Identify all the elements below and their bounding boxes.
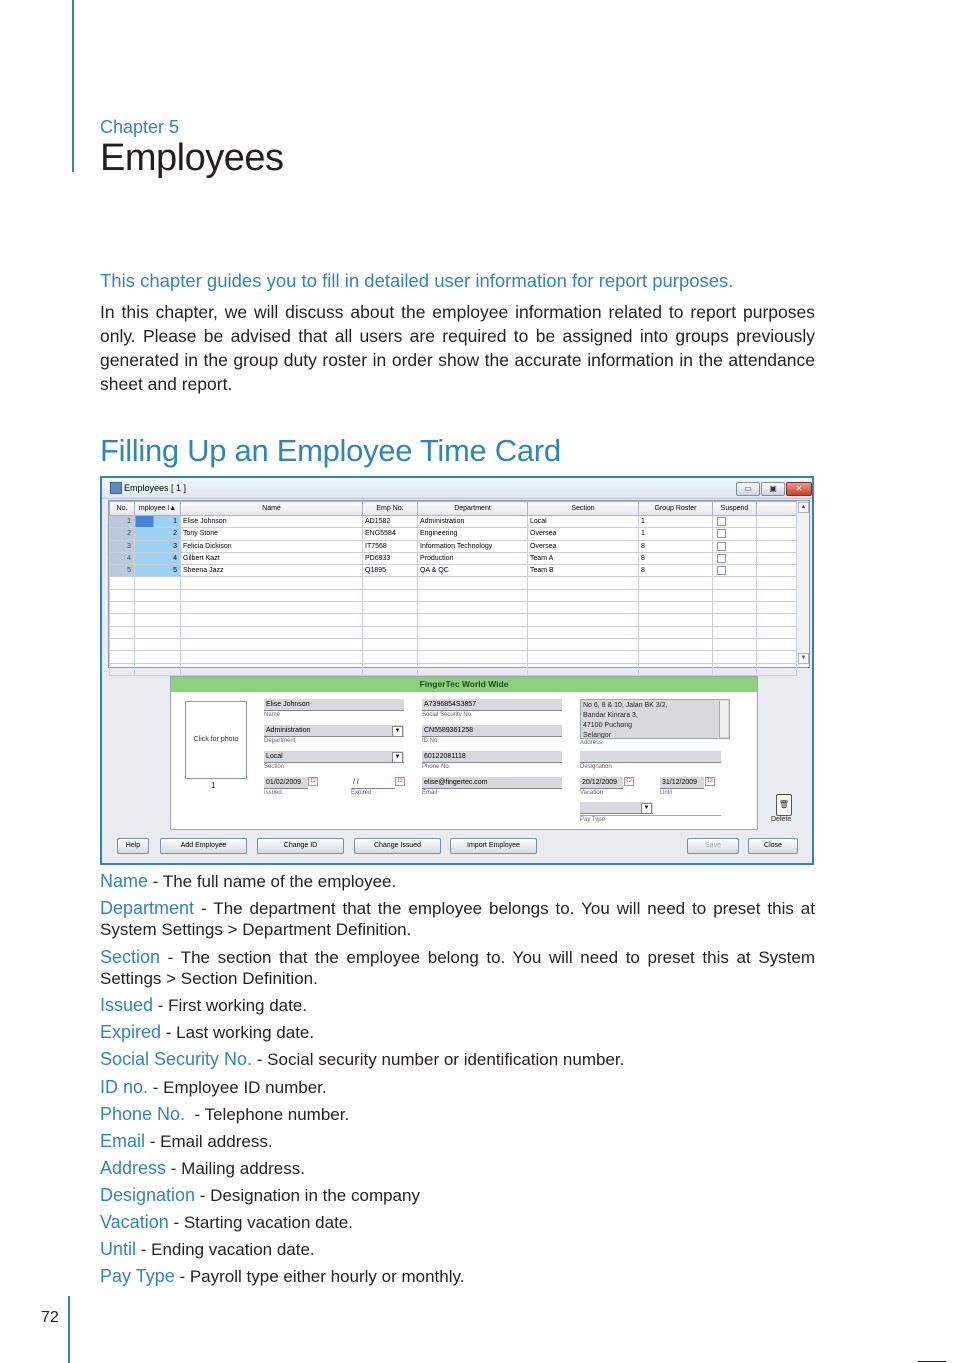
row-number: 5 — [110, 565, 135, 577]
suspend-checkbox[interactable] — [713, 516, 757, 528]
department-select[interactable] — [264, 725, 404, 737]
address-label: Address — [580, 740, 603, 746]
page-number: 72 — [41, 1309, 59, 1326]
definition-term: Issued — [100, 995, 154, 1015]
definition-text: - Mailing address. — [166, 1159, 305, 1178]
delete-label[interactable]: Delete — [771, 816, 792, 823]
footer-rule — [918, 1361, 946, 1362]
definition-text: - Employee ID number. — [148, 1078, 327, 1097]
help-button[interactable]: Help — [117, 838, 149, 854]
group-roster: 8 — [639, 565, 713, 577]
department-label: Department — [264, 738, 296, 744]
col-header[interactable]: Department — [418, 502, 528, 516]
issued-label: Issued — [264, 790, 282, 796]
margin-rule-bottom — [68, 1296, 70, 1363]
change-id-button[interactable]: Change ID — [257, 838, 344, 854]
empty-row — [110, 651, 797, 663]
employee-grid[interactable] — [108, 500, 810, 668]
pay-type-label: Pay Type — [580, 817, 605, 823]
definition-text: - Ending vacation date. — [136, 1240, 315, 1259]
name-label: Name — [264, 712, 281, 718]
emp-no: Q1895 — [363, 565, 418, 577]
blank-cell — [757, 516, 797, 528]
empty-row — [110, 589, 797, 601]
employee-card — [170, 676, 758, 830]
definition-term: Name — [100, 871, 149, 891]
blank-cell — [757, 528, 797, 540]
row-number: 2 — [110, 528, 135, 540]
window-titlebar — [102, 478, 812, 499]
blank-cell — [757, 565, 797, 577]
employee-id: 2 — [135, 528, 181, 540]
employee-name: Elise Johnson — [181, 516, 363, 528]
pay-type-select[interactable] — [580, 802, 653, 814]
id-no-label: ID No — [422, 738, 438, 744]
employee-name: Tony Stone — [181, 528, 363, 540]
address-line: Bandar Kinrara 3, — [583, 712, 638, 719]
calendar-icon[interactable]: 12 — [624, 777, 634, 786]
col-header[interactable]: mployee I▲ — [135, 502, 181, 516]
intro-paragraph: In this chapter, we will discuss about the employee information related to report purposes only. Please be advised that all users are required to be assigned into groups previously generated in the group duty roster in order show the accurate information in the attendance sheet and report. — [100, 302, 815, 394]
blank-cell — [757, 540, 797, 552]
section-title: Filling Up an Employee Time Card — [100, 433, 561, 468]
chapter-title: Employees — [100, 137, 284, 179]
definition-term: Expired — [100, 1022, 162, 1042]
definition-item — [100, 947, 815, 989]
employee-name: Sheena Jazz — [181, 565, 363, 577]
empty-row — [110, 614, 797, 626]
definition-text: - Payroll type either hourly or monthly. — [174, 1267, 465, 1286]
definition-term: Social Security No. — [100, 1049, 253, 1069]
group-roster: 1 — [639, 516, 713, 528]
vacation-label: Vacation — [580, 790, 603, 796]
suspend-checkbox[interactable] — [713, 565, 757, 577]
email-label: Email — [422, 790, 438, 796]
empty-row — [110, 626, 797, 638]
employee-id: 3 — [135, 540, 181, 552]
table-row[interactable] — [110, 528, 797, 540]
row-number: 1 — [110, 516, 135, 528]
intro-lead: This chapter guides you to fill in detailed user information for report purposes. — [100, 270, 734, 291]
name-field[interactable]: Elise Johnson — [264, 699, 404, 711]
definition-term: Pay Type — [100, 1266, 175, 1286]
table-row[interactable] — [110, 540, 797, 552]
row-number: 3 — [110, 540, 135, 552]
expired-field[interactable]: / / — [351, 777, 395, 789]
group-roster: 8 — [639, 552, 713, 564]
id-no-field[interactable]: CN5589361258 — [422, 725, 562, 737]
definition-term: Until — [100, 1239, 137, 1259]
empty-row — [110, 638, 797, 650]
vacation-field[interactable]: 20/12/2009 — [580, 777, 623, 789]
definition-text: - The full name of the employee. — [148, 872, 397, 891]
margin-rule-top — [72, 0, 74, 172]
empty-row — [110, 602, 797, 614]
chevron-down-icon[interactable]: ▼ — [641, 803, 652, 814]
photo-box[interactable]: Click for photo — [185, 701, 247, 779]
section: Oversea — [528, 528, 639, 540]
email-field[interactable]: elise@fingertec.com — [422, 777, 562, 789]
scroll-up-icon[interactable]: ▲ — [798, 502, 809, 513]
definition-text: - Last working date. — [161, 1023, 315, 1042]
empty-row — [110, 663, 797, 675]
definition-text: - The department that the employee belongs to. You will need to preset this at System Settings > Department Definition. — [100, 899, 815, 939]
maximize-button[interactable]: ▣ — [761, 482, 785, 496]
address-scrollbar[interactable] — [719, 701, 728, 737]
row-number: 4 — [110, 552, 135, 564]
department: Production — [418, 552, 528, 564]
department: QA & QC — [418, 565, 528, 577]
group-roster: 1 — [639, 528, 713, 540]
close-button[interactable]: Close — [748, 838, 798, 854]
definition-item — [100, 1158, 815, 1179]
col-header-blank — [757, 502, 797, 516]
col-header[interactable]: Emp No. — [363, 502, 418, 516]
card-header: FingerTec World Wide — [171, 677, 757, 692]
suspend-checkbox[interactable] — [713, 528, 757, 540]
definition-term: Section — [100, 947, 161, 967]
window-title: Employees [ 1 ] — [124, 483, 187, 493]
department: Administration — [418, 516, 528, 528]
section: Team A — [528, 552, 639, 564]
address-line: 47100 Puchong — [583, 722, 633, 729]
definition-text: - Designation in the company — [195, 1186, 420, 1205]
designation-label: Designation — [580, 764, 612, 770]
scroll-down-icon[interactable]: ▼ — [798, 653, 809, 664]
definition-item — [100, 898, 815, 940]
definition-text: - Telephone number. — [185, 1105, 350, 1124]
empty-row — [110, 577, 797, 589]
employee-id: 5 — [135, 565, 181, 577]
definition-term: Vacation — [100, 1212, 169, 1232]
col-header[interactable]: Suspend — [713, 502, 757, 516]
definition-item — [100, 1131, 815, 1152]
close-window-button[interactable]: ✕ — [786, 482, 812, 496]
definition-term: Phone No. — [100, 1104, 186, 1124]
department: Engineering — [418, 528, 528, 540]
col-header[interactable]: No. — [110, 502, 135, 516]
phone-label: Phone No. — [422, 764, 451, 770]
calendar-icon[interactable]: 12 — [395, 777, 405, 786]
calendar-icon[interactable]: 12 — [705, 777, 715, 786]
definition-item — [100, 1049, 815, 1070]
definition-term: Email — [100, 1131, 146, 1151]
employee-id: 4 — [135, 552, 181, 564]
col-header[interactable]: Name — [181, 502, 363, 516]
definition-text: - Email address. — [145, 1132, 273, 1151]
section: Oversea — [528, 540, 639, 552]
definition-item — [100, 1022, 815, 1043]
group-roster: 8 — [639, 540, 713, 552]
emp-no: PD6933 — [363, 552, 418, 564]
section: Local — [528, 516, 639, 528]
expired-label: Expired — [351, 790, 372, 796]
col-header[interactable]: Section — [528, 502, 639, 516]
definition-item — [100, 1239, 815, 1260]
section-label: Section — [264, 764, 285, 770]
grid-header-row — [110, 502, 797, 516]
definition-term: Address — [100, 1158, 167, 1178]
ssn-label: Social Security No. — [422, 712, 473, 718]
chapter-label: Chapter 5 — [100, 117, 180, 137]
definition-term: Department — [100, 898, 195, 918]
employee-id: 1 — [135, 516, 181, 528]
employee-name: Felicia Dickison — [181, 540, 363, 552]
pay-type-underline — [580, 815, 721, 816]
app-icon — [110, 482, 122, 494]
department-value: Administration — [266, 727, 311, 734]
department: Information Technology — [418, 540, 528, 552]
definition-term: Designation — [100, 1185, 196, 1205]
definition-item — [100, 995, 815, 1016]
definition-text: - First working date. — [153, 996, 308, 1015]
issued-field[interactable]: 01/02/2009 — [264, 777, 308, 789]
address-line: No 6, 8 & 10, Jalan BK 3/2, — [583, 702, 668, 709]
suspend-checkbox[interactable] — [713, 540, 757, 552]
definition-text: - The section that the employee belong to. You will need to preset this at System Settings > Section Definition. — [100, 948, 815, 988]
minimize-button[interactable]: ▭ — [736, 482, 760, 496]
section-select[interactable] — [264, 751, 404, 763]
change-issued-button[interactable]: Change Issued — [354, 838, 441, 854]
section: Team B — [528, 565, 639, 577]
blank-cell — [757, 552, 797, 564]
until-label: Until — [660, 790, 673, 796]
photo-number: 1 — [211, 781, 216, 790]
employee-name: Gilbert Kazt — [181, 552, 363, 564]
chevron-down-icon[interactable]: ▼ — [392, 726, 403, 737]
definition-term: ID no. — [100, 1077, 149, 1097]
chevron-down-icon[interactable]: ▼ — [392, 752, 403, 763]
definition-text: - Starting vacation date. — [168, 1213, 353, 1232]
grid-scrollbar[interactable] — [796, 501, 809, 665]
definition-item — [100, 871, 815, 892]
suspend-checkbox[interactable] — [713, 552, 757, 564]
address-field[interactable] — [580, 699, 730, 739]
add-employee-button[interactable]: Add Employee — [160, 838, 247, 854]
definition-item — [100, 1266, 815, 1287]
definition-item — [100, 1104, 815, 1125]
definition-item — [100, 1077, 815, 1098]
table-row[interactable] — [110, 565, 797, 577]
section-value: Local — [266, 753, 283, 760]
ssn-field[interactable]: A7396854S3857 — [422, 699, 562, 711]
emp-no: ENG5584 — [363, 528, 418, 540]
until-field[interactable]: 31/12/2009 — [660, 777, 704, 789]
save-button[interactable]: Save — [687, 838, 739, 854]
col-header[interactable]: Group Roster — [639, 502, 713, 516]
table-row[interactable] — [110, 516, 797, 528]
emp-no: IT7568 — [363, 540, 418, 552]
definition-item — [100, 1185, 815, 1206]
definition-item — [100, 1212, 815, 1233]
table-row[interactable] — [110, 552, 797, 564]
designation-field[interactable] — [580, 751, 721, 763]
import-employee-button[interactable]: Import Employee — [450, 838, 537, 854]
phone-field[interactable]: 60122081118 — [422, 751, 562, 763]
employees-window — [100, 476, 814, 865]
trash-icon[interactable]: 🗑 — [776, 794, 792, 816]
calendar-icon[interactable]: 12 — [308, 777, 318, 786]
emp-no: AD1582 — [363, 516, 418, 528]
definition-text: - Social security number or identification number. — [252, 1050, 625, 1069]
address-line: Selangor — [583, 732, 612, 739]
